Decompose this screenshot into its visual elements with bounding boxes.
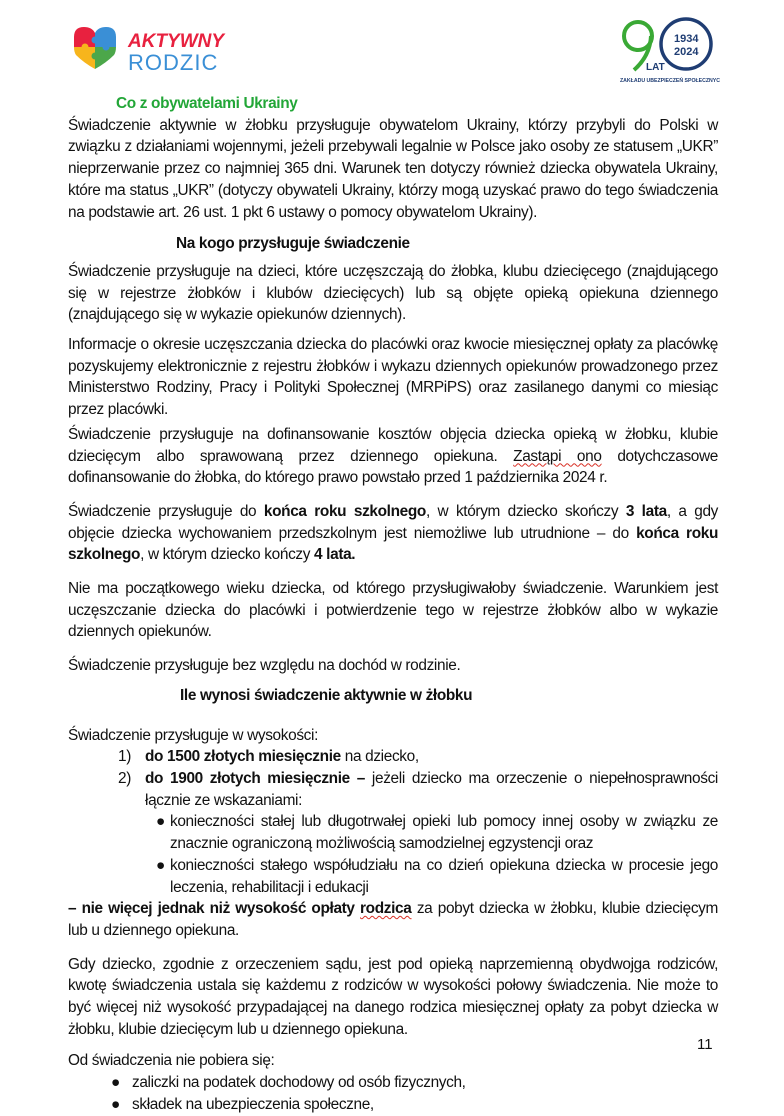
amount-list — [68, 746, 718, 811]
svg-text:ZAKŁADU UBEZPIECZEŃ SPOŁECZNYC: ZAKŁADU UBEZPIECZEŃ SPOŁECZNYCH — [620, 78, 720, 84]
bullet-icon: ● — [156, 856, 165, 874]
paragraph-eligibility-5: Nie ma początkowego wieku dziecka, od którego przysługiwałoby świadczenie. Warunkiem jest uczęszczanie dziecka do placówki i potwierdzenie tego w rejestrze żłobków albo w wykazie dziennych opiekunów. — [68, 580, 718, 641]
zus-90-years-logo — [610, 14, 720, 86]
spellcheck-flagged-text: rodzica — [360, 900, 412, 918]
exempt-intro: Od świadczenia nie pobiera się: — [68, 1052, 275, 1070]
bullet-icon: ● — [156, 813, 165, 831]
paragraph-eligibility-3: Świadczenie przysługuje na dofinansowanie kosztów objęcia dziecka opieką w żłobku, klubie dziecięcym albo sprawowaną przez dziennego opiekuna. Zastąpi ono dotychczasowe dofinansowanie do żłobka, do którego prawo powstało przed 1 października 2024 r. — [68, 425, 718, 487]
paragraph-shared-custody: Gdy dziecko, zgodnie z orzeczeniem sądu, jest pod opieką naprzemienną obydwojga rodziców, kwotę świadczenia ustala się każdemu z rodziców w wysokości połowy świadczenia. Nie może to być więcej niż wysokość przypadającej na danego rodzica miesięcznej opłaty za pobyt dziecka w żłobku, klubie dziecięcym lub u dziennego opiekuna. — [68, 955, 718, 1038]
bullet-icon: ● — [111, 1095, 120, 1113]
heading-amount: Ile wynosi świadczenie aktywnie w żłobku — [180, 686, 473, 704]
amount-limit: – nie więcej jednak niż wysokość opłaty rodzica za pobyt dziecka w żłobku, klubie dziecięcym lub u dziennego opiekuna. — [68, 900, 718, 939]
exempt-list — [68, 1072, 718, 1115]
paragraph-eligibility-1: Świadczenie przysługuje na dzieci, które uczęszczają do żłobka, klubu dziecięcego (znajdującego się w rejestrze żłobków i klubów dziecięcych) lub są objęte opieką opiekuna dziennego (znajdującego się w wykazie opiekunów dziennych). — [68, 262, 718, 324]
exempt-item: ● zaliczki na podatek dochodowy od osób fizycznych, — [68, 1072, 718, 1094]
heading-ukraine: Co z obywatelami Ukrainy — [116, 95, 298, 112]
zus-anniversary-icon — [610, 14, 720, 86]
paragraph-eligibility-6: Świadczenie przysługuje bez względu na dochód w rodzinie. — [68, 657, 461, 675]
paragraph-eligibility-4: Świadczenie przysługuje do końca roku szkolnego, w którym dziecko skończy 3 lata, a gdy objęcie dziecka wychowaniem przedszkolnym jest niemożliwe lub utrudnione – do końca roku szkolnego, w którym dziecko kończy 4 lata. — [68, 502, 719, 564]
paragraph-eligibility-2: Informacje o okresie uczęszczania dziecka do placówki oraz kwocie miesięcznej opłaty za placówkę pozyskujemy elektronicznie z rejestru żłobków i wykazu dziennych opiekunów prowadzonego przez Ministerstwo Rodziny, Pracy i Polityki Społecznej (MRPiPS) oraz zasilanego danymi co miesiąc przez placówki. — [68, 336, 718, 419]
disability-criteria-list — [68, 811, 718, 898]
paragraph-ukraine: Świadczenie aktywnie w żłobku przysługuje obywatelom Ukrainy, którzy przybyli do Polski w związku z działaniami wojennymi, jeżeli przebywali legalnie w Polsce jako osoby ze statusem „UKR” nieprzerwanie przez co najmniej 365 dni. Warunek ten dotyczy również dziecka obywatela Ukrainy, które ma status „UKR” (dotyczy obywateli Ukrainy, którzy mogą uzyskać prawo do tego świadczenia na podstawie art. 26 ust. 1 pkt 6 ustawy o pomocy obywatelom Ukrainy). — [68, 116, 718, 221]
amount-intro: Świadczenie przysługuje w wysokości: — [68, 726, 319, 744]
svg-text:2024: 2024 — [674, 46, 699, 58]
aktywny-rodzic-logo — [70, 25, 230, 75]
svg-text:1934: 1934 — [674, 33, 699, 45]
puzzle-heart-icon — [70, 25, 230, 75]
page-number: 11 — [697, 1036, 713, 1053]
bullet-icon: ● — [111, 1074, 120, 1092]
document-body — [68, 93, 718, 1116]
heading-eligibility: Na kogo przysługuje świadczenie — [176, 235, 410, 253]
amount-item: 1) do 1500 złotych miesięcznie na dziecko, — [118, 748, 419, 766]
exempt-item: ● składek na ubezpieczenia społeczne, — [68, 1094, 718, 1116]
spellcheck-flagged-text: Zastąpi ono — [513, 447, 602, 465]
amount-item: 2) do 1900 złotych miesięcznie – jeżeli dziecko ma orzeczenie o niepełnosprawności łącznie ze wskazaniami: — [118, 769, 718, 809]
svg-text:LAT: LAT — [646, 62, 665, 73]
criteria-item: ● konieczności stałej lub długotrwałej opieki lub pomocy innej osoby w związku ze znacznie ograniczoną możliwością samodzielnej egzystencji oraz — [156, 813, 718, 853]
svg-text:AKTYWNY: AKTYWNY — [128, 31, 225, 52]
criteria-item: ● konieczności stałego współudziału na co dzień opiekuna dziecka w procesie jego leczenia, rehabilitacji i edukacji — [156, 856, 718, 896]
svg-text:RODZIC: RODZIC — [128, 50, 219, 75]
